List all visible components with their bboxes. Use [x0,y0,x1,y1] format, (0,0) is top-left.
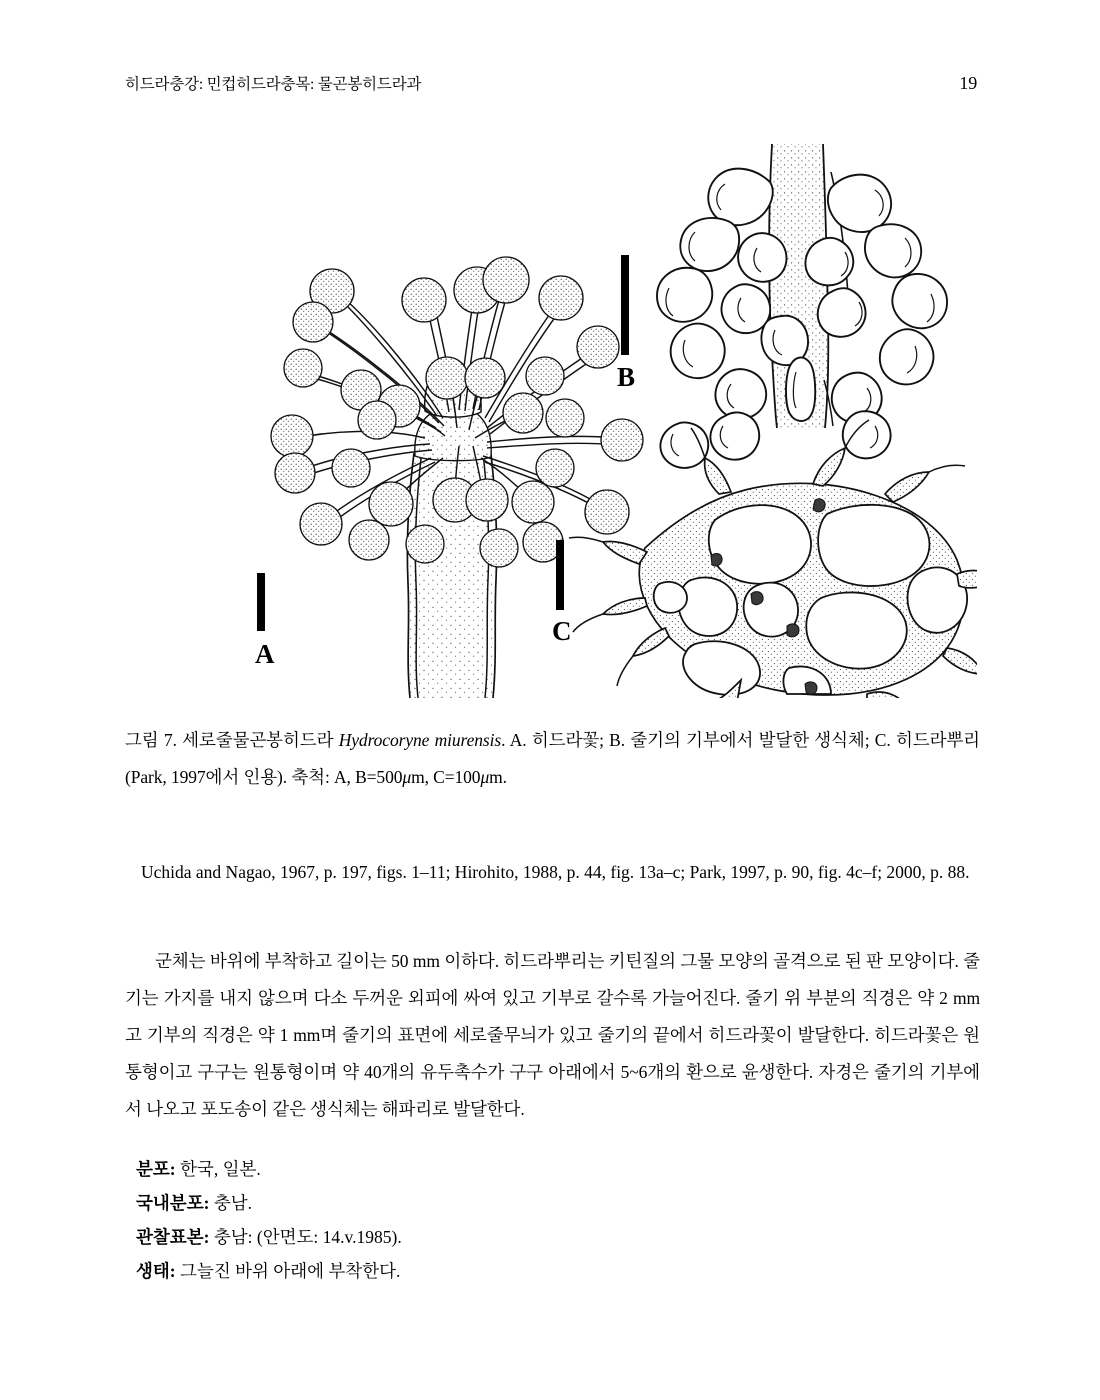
metadata-label-distribution: 분포: [136,1159,176,1179]
scale-bar-c [556,540,564,610]
metadata-row-specimens [136,1220,936,1254]
caption-korean-name: 세로줄물곤봉히드라 [182,730,334,750]
caption-unit-m-ab: m, [411,767,429,787]
scale-bar-a [257,573,265,631]
metadata-value-ecology: 그늘진 바위 아래에 부착한다. [180,1261,401,1281]
figure-caption [125,722,980,796]
panel-c-hydrorhiza [552,420,977,698]
caption-unit-m-c: m. [489,767,507,787]
caption-scale-prefix: 축척: [291,767,330,787]
panel-label-a: A [255,639,275,669]
caption-figure-number: 그림 7. [125,730,177,750]
metadata-value-specimens: 충남: (안면도: 14.v.1985). [213,1227,402,1247]
panel-label-b: B [617,362,636,392]
caption-species-name: Hydrocoryne miurensis [338,730,502,750]
panel-label-c: C [552,616,572,646]
citation-text: Uchida and Nagao, 1967, p. 197, figs. 1–11; Hirohito, 1988, p. 44, fig. 13a–c; Park, 1997, p. 90, fig. 4c–f; 2000, p. 88. [141,862,970,882]
page-number: 19 [959,73,977,93]
running-head-title: 히드라충강: 민컵히드라충목: 물곤봉히드라과 [125,76,422,93]
metadata-label-domestic-distribution: 국내분포: [136,1193,210,1213]
panel-a-hydranth [255,257,643,698]
panel-b-gonophores [617,144,947,468]
figure-7-illustration [125,128,977,698]
metadata-row-distribution [136,1152,936,1186]
micron-symbol-ab: μ [402,767,412,787]
synonymy-citation [125,854,980,891]
metadata-row-ecology [136,1254,936,1288]
metadata-value-domestic-distribution: 충남. [213,1193,253,1213]
metadata-value-distribution: 한국, 일본. [180,1159,261,1179]
description-text: 군체는 바위에 부착하고 길이는 50 mm 이하다. 히드라뿌리는 키틴질의 그물 모양의 골격으로 된 판 모양이다. 줄기는 가지를 내지 않으며 다소 두꺼운 외피에 싸여 있고 기부로 갈수록 가늘어진다. 줄기 위 부분의 직경은 약 2 mm고 기부의 직경은 약 1 mm며 줄기의 표면에 세로줄무늬가 있고 줄기의 끝에서 히드라꽃이 발달한다. 히드라꽃은 원통형이고 구구는 원통형이며 약 40개의 유두촉수가 구구 아래에서 5~6개의 환으로 윤생한다. 자경은 줄기의 기부에서 나오고 포도송이 같은 생식체는 해파리로 발달한다. [125,951,980,1119]
figure-plate-container [125,128,977,698]
caption-panel-a: . A. 히드라꽃; [501,730,604,750]
metadata-label-specimens: 관찰표본: [136,1227,210,1247]
metadata-label-ecology: 생태: [136,1261,176,1281]
caption-panel-b: B. 줄기의 기부에서 발달한 생식체; [609,730,870,750]
species-description [125,943,980,1128]
caption-panel-c: C. 히드라뿌리(Park, 1997에서 인용). [125,730,980,787]
metadata-row-domestic-distribution [136,1186,936,1220]
running-head [125,72,977,94]
caption-scale-c: C=100 [433,767,481,787]
micron-symbol-c: μ [480,767,490,787]
scale-bar-b [621,255,629,355]
species-metadata-list [136,1152,936,1288]
caption-scale-ab: A, B=500 [334,767,403,787]
